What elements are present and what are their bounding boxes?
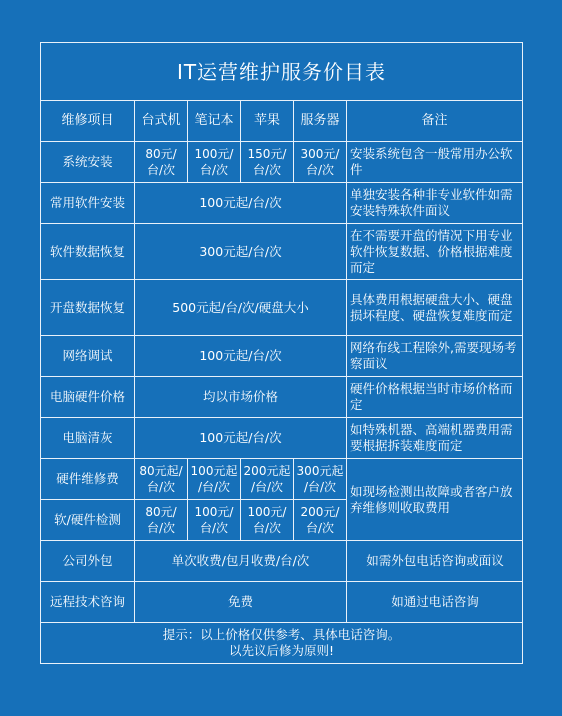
- note-cell: 硬件价格根据当时市场价格而定: [347, 377, 523, 418]
- note-cell: 在不需要开盘的情况下用专业软件恢复数据、价格根据难度而定: [347, 224, 523, 280]
- price-cell: 100元/ 台/次: [188, 142, 241, 183]
- price-cell: 80元起/ 台/次: [135, 459, 188, 500]
- price-cell: 100元/ 台/次: [241, 500, 294, 541]
- row-item: 常用软件安装: [41, 183, 135, 224]
- row-item: 公司外包: [41, 541, 135, 582]
- price-cell: 100元起/台/次: [135, 183, 347, 224]
- price-cell: 300元/ 台/次: [294, 142, 347, 183]
- row-item: 远程技术咨询: [41, 582, 135, 623]
- price-cell: 300元起 /台/次: [294, 459, 347, 500]
- row-item: 软/硬件检测: [41, 500, 135, 541]
- note-cell: 如通过电话咨询: [347, 582, 523, 623]
- note-cell: 安装系统包含一般常用办公软件: [347, 142, 523, 183]
- header-server: 服务器: [294, 101, 347, 142]
- price-cell: 单次收费/包月收费/台/次: [135, 541, 347, 582]
- price-cell: 200元起 /台/次: [241, 459, 294, 500]
- row-item: 硬件维修费: [41, 459, 135, 500]
- note-cell: 单独安装各种非专业软件如需安装特殊软件面议: [347, 183, 523, 224]
- footer-line-2: 以先议后修为原则!: [228, 643, 334, 658]
- price-cell: 80元/ 台/次: [135, 142, 188, 183]
- price-cell: 300元起/台/次: [135, 224, 347, 280]
- price-cell: 免费: [135, 582, 347, 623]
- price-table: [40, 42, 523, 664]
- price-cell: 500元起/台/次/硬盘大小: [135, 280, 347, 336]
- price-cell: 100元/ 台/次: [188, 500, 241, 541]
- note-cell: 具体费用根据硬盘大小、硬盘损坏程度、硬盘恢复难度而定: [347, 280, 523, 336]
- row-item: 软件数据恢复: [41, 224, 135, 280]
- note-cell: 网络布线工程除外,需要现场考察面议: [347, 336, 523, 377]
- note-cell: 如特殊机器、高端机器费用需要根据拆装难度而定: [347, 418, 523, 459]
- price-cell: 100元起 /台/次: [188, 459, 241, 500]
- header-note: 备注: [347, 101, 523, 142]
- footer-line-1: 提示：以上价格仅供参考、具体电话咨询。: [162, 627, 401, 642]
- footer-note: [41, 623, 523, 664]
- header-item: 维修项目: [41, 101, 135, 142]
- note-cell: 如需外包电话咨询或面议: [347, 541, 523, 582]
- price-cell: 150元/ 台/次: [241, 142, 294, 183]
- table-title: IT运营维护服务价目表: [41, 43, 523, 101]
- price-cell: 100元起/台/次: [135, 418, 347, 459]
- header-apple: 苹果: [241, 101, 294, 142]
- row-item: 电脑清灰: [41, 418, 135, 459]
- row-item: 电脑硬件价格: [41, 377, 135, 418]
- header-desktop: 台式机: [135, 101, 188, 142]
- price-cell: 均以市场价格: [135, 377, 347, 418]
- row-item: 开盘数据恢复: [41, 280, 135, 336]
- note-cell: 如现场检测出故障或者客户放弃维修则收取费用: [347, 459, 523, 541]
- price-cell: 80元/ 台/次: [135, 500, 188, 541]
- price-cell: 100元起/台/次: [135, 336, 347, 377]
- header-laptop: 笔记本: [188, 101, 241, 142]
- row-item: 网络调试: [41, 336, 135, 377]
- price-cell: 200元/ 台/次: [294, 500, 347, 541]
- row-item: 系统安装: [41, 142, 135, 183]
- price-list: [40, 42, 522, 664]
